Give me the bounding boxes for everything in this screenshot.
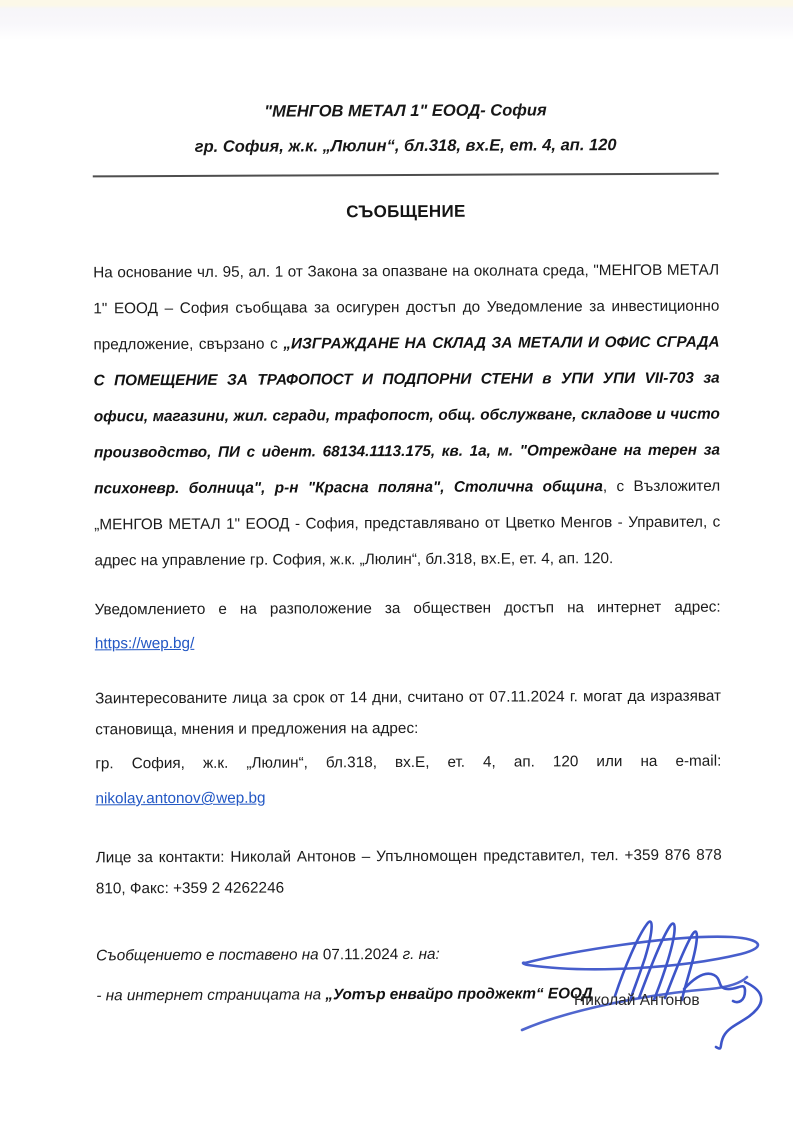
website-link-line xyxy=(95,627,721,660)
posted-date: 07.11.2024 xyxy=(322,946,399,964)
header-divider xyxy=(93,173,719,178)
signature-ink xyxy=(498,916,793,1066)
feedback-address-line: гр. София, ж.к. „Люлин“, бл.318, вх.Е, ет. 4, ап. 120 или на e-mail: xyxy=(95,752,722,773)
page-title: СЪОБЩЕНИЕ xyxy=(346,201,466,222)
posted-on-lead: Съобщението е поставено на xyxy=(96,946,323,965)
posting-company-emphasis: „Уотър енвайро проджект“ ЕООД xyxy=(325,985,593,1004)
contact-person-paragraph: Лице за контакти: Николай Антонов – Упълномощен представител, тел. +359 876 878 810, Факс: +359 2 4262246 xyxy=(95,846,722,898)
website-link[interactable]: https://wep.bg/ xyxy=(94,634,195,653)
announcement-paragraph xyxy=(93,253,720,580)
posted-location-lead: - на интернет страницата на xyxy=(96,986,326,1005)
email-link[interactable]: nikolay.antonov@wep.bg xyxy=(95,789,266,808)
signatory-name: Николай Антонов xyxy=(574,992,700,1009)
feedback-period-paragraph: Заинтересованите лица за срок от 14 дни, считано от 07.11.2024 г. могат да изразяват становища, мнения и предложения на адрес: xyxy=(95,687,722,739)
paragraph-text: На основание чл. 95, ал. 1 от Закона за опазване на околната среда, "МЕНГОВ МЕТАЛ 1" ЕООД – София съобщава за осигурен достъп до Уведомление за инвестиционно предложение, свързано с xyxy=(93,261,720,354)
email-link-line xyxy=(95,782,721,815)
letterhead xyxy=(92,93,718,166)
document-content xyxy=(92,0,722,1008)
company-name: "МЕНГОВ МЕТАЛ 1" ЕООД- София xyxy=(264,101,547,121)
company-address: гр. София, ж.к. „Люлин“, бл.318, вх.Е, ет. 4, ап. 120 xyxy=(194,136,617,156)
project-title-emphasis: „ИЗГРАЖДАНЕ НА СКЛАД ЗА МЕТАЛИ И ОФИС СГРАДА С ПОМЕЩЕНИЕ ЗА ТРАФОПОСТ И ПОДПОРНИ СТЕНИ в УПИ УПИ VII-703 за офиси, магазини, жил. сгради, трафопост, общ. обслужване, складове и чисто производство, ПИ с идент. 68134.1113.175, кв. 1а, м. "Отреждане на терен за психоневр. болница", р-н "Красна поляна", Столична община xyxy=(93,333,721,498)
signature-block xyxy=(498,916,793,1066)
paragraph-text: , с Възложител „МЕНГОВ МЕТАЛ 1" ЕООД - София, представлявано от Цветко Менгов - Управител, с адрес на управление гр. София, ж.к. „Люлин“, бл.318, вх.Е, ет. 4, ап. 120. xyxy=(94,477,721,570)
availability-paragraph: Уведомлението е на разположение за обществен достъп на интернет адрес: xyxy=(94,598,721,619)
posted-on-tail: г. на: xyxy=(398,945,440,964)
